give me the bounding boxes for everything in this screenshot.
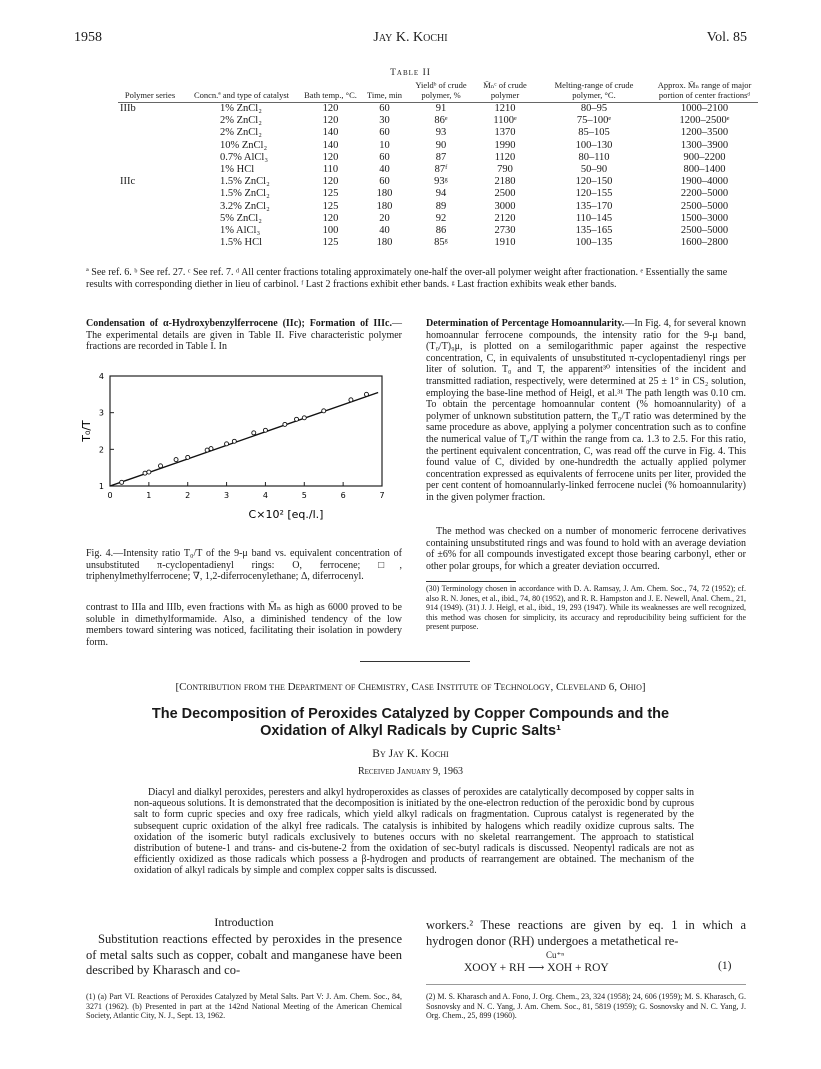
table-cell: 1.5% ZnCl₂ [220, 176, 270, 188]
table-cell: 93ᵍ [434, 176, 448, 188]
table-row [118, 225, 758, 237]
y-tick-label: 1 [98, 482, 104, 491]
data-point [295, 417, 299, 421]
data-table [118, 80, 758, 249]
section-heading: Condensation of α-Hydroxybenzylferrocene (IIc); Formation of IIIc. [86, 318, 392, 329]
table-cell: 120–150 [575, 176, 613, 188]
table-cell: 1100ᵉ [493, 115, 517, 127]
table-cell: 60 [379, 151, 390, 163]
table-cell: 1200–3500 [680, 127, 729, 139]
table-cell: 1300–3900 [680, 139, 729, 151]
table-cell: 40 [379, 225, 390, 237]
data-point [225, 442, 229, 446]
table-cell: 120–155 [575, 188, 613, 200]
table-cell: 100–130 [575, 139, 613, 151]
table-cell [118, 213, 182, 225]
data-point [174, 458, 178, 462]
equation-1 [464, 960, 609, 974]
table-cell: 0.7% AlCl₃ [220, 151, 268, 163]
table-cell [118, 140, 182, 152]
table-cell: 85ᵍ [434, 237, 448, 249]
table-row [118, 237, 758, 249]
table-row [118, 140, 758, 152]
left-paragraph-continued: contrast to IIIa and IIIb, even fractions with M̄ₙ as high as 6000 proved to be soluble in dimethylformamide. Also, a diminished tendency of the low members toward sintering was noticed, facilitating their isolation in powdery form. [86, 602, 402, 648]
right-paragraph-text: —In Fig. 4, for several known homoannular ferrocene compounds, the intensity ratio for the 9-μ band, (T₀/T)₉μ, is plotted on a semilogarithmic paper against the respective concentration, C, in equivalents of unsubstituted π-cyclopentadienyl rings per liter of solution. T₀ and T, the apparent³⁰ intensities of the incident and transmitted radiation, respectively, were determined at 25 ± 1° in CS₂ solution, employing the base-line method of Heigl, et al.³¹ The path length was 0.10 cm. To obtain the percentage homoannular content (% homoannularity) of a polymer of unknown substitution pattern, the T₀/T ratio was determined by the same procedure as above, applying a polymer concentration such as to confine the numerical value of T₀/T within the range from ca. 1.3 to 2.5. For this ratio, the pertinent equivalent concentration, C, was read off the curve in Fig. 4. This found value of C, divided by one-hundredth the actually applied polymer concentration expressed as equivalents of ferrocene units per liter, provided the per cent content of homoannularly-linked ferrocene nuclei (% homoannularity) in the given polymer fraction. [426, 318, 746, 503]
table-cell [118, 225, 182, 237]
table-cell: 80–95 [580, 103, 608, 114]
table-header: Melting-range of crude polymer, °C. [554, 80, 634, 100]
table-header: Approx. M̄ₙ range of major portion of center fractionsᵈ [657, 80, 752, 100]
table-cell: 800–1400 [683, 164, 726, 176]
equation-right: XOH + ROY [547, 962, 609, 974]
table-row [118, 164, 758, 176]
table-header: Bath temp., °C. [304, 90, 357, 100]
footnote-2: (2) M. S. Kharasch and A. Fono, J. Org. Chem., 23, 324 (1958); 24, 606 (1959); M. S. Kharasch, G. Sosnovsky and N. C. Yang, J. Am. Chem. Soc., 81, 5819 (1959); G. Sosnovsky and N. C. Yang, J. Org. Chem., 25, 899 (1960). [426, 992, 746, 1021]
table-cell: 1120 [494, 151, 516, 163]
table-cell: 120 [322, 115, 339, 127]
table-cell: 5% ZnCl₂ [220, 212, 262, 224]
x-tick-label: 0 [107, 491, 113, 500]
table-cell: IIIb [120, 103, 136, 114]
table-cell: 2500 [494, 188, 516, 200]
x-tick-label: 3 [224, 491, 230, 500]
table-cell: 1.5% ZnCl₂ [220, 188, 270, 200]
table-cell: 2730 [494, 225, 516, 237]
table-cell: 86 [435, 225, 447, 237]
table-header: Concn.ª and type of catalyst [193, 90, 290, 100]
article-title: The Decomposition of Peroxides Catalyzed by Copper Compounds and the Oxidation of Alkyl Radicals by Cupric Salts¹ [151, 706, 670, 739]
equation-number: (1) [718, 960, 732, 972]
table-cell: 1.5% HCl [220, 237, 262, 249]
data-point [252, 431, 256, 435]
table-cell: 1% ZnCl₂ [220, 103, 262, 114]
table-cell: 1% AlCl₃ [220, 225, 261, 237]
table-cell: 20 [379, 212, 390, 224]
contribution-line: [Contribution from the Department of Chemistry, Case Institute of Technology, Cleveland 6, Ohio] [175, 681, 646, 693]
table-cell: IIIc [120, 176, 136, 188]
table-cell: 2200–5000 [680, 188, 729, 200]
table-cell: 75–100ᵉ [576, 115, 612, 127]
table-cell: 900–2200 [683, 151, 726, 163]
table-cell: 1% HCl [220, 164, 255, 176]
table-row [118, 127, 758, 139]
running-author: Jay K. Kochi [373, 30, 448, 45]
volume-label: Vol. 85 [706, 30, 747, 45]
table-cell: 86ᵉ [434, 115, 448, 127]
figure-caption: Fig. 4.—Intensity ratio T₀/T of the 9-μ band vs. equivalent concentration of unsubstituted π-cyclopentadienyl rings: O, ferrocene; □, triphenylmethylferrocene; ∇, 1,2-diferrocenylethane; Δ, diferrocenyl. [86, 548, 402, 583]
table-cell: 1900–4000 [680, 176, 729, 188]
table-cell: 91 [435, 103, 447, 114]
table-cell: 87ᶠ [434, 164, 448, 176]
table-cell: 60 [379, 103, 390, 114]
table-cell: 135–165 [575, 225, 613, 237]
table-cell: 1210 [494, 103, 516, 114]
table-cell: 3000 [494, 200, 516, 212]
data-point [205, 448, 209, 452]
equation-left: XOOY + RH [464, 962, 526, 974]
table-cell: 2500–5000 [680, 225, 729, 237]
equation-catalyst: Cu⁺ⁿ [546, 950, 565, 960]
x-tick-label: 7 [379, 491, 385, 500]
table-row [118, 213, 758, 225]
table-cell: 110 [322, 164, 339, 176]
data-point [349, 398, 353, 402]
table-cell: 790 [497, 164, 513, 176]
byline: By Jay K. Kochi [372, 748, 449, 760]
table-footnotes: ª See ref. 6. ᵇ See ref. 27. ᶜ See ref. 7. ᵈ All center fractions totaling approximately one-half the over-all polymer weight after fractionation. ᵉ Essentially the same results with corresponding diether in lieu of carbinol. ᶠ Last 2 fractions exhibit ether bands. ᵍ Last fraction exhibits weak ether bands. [86, 267, 728, 290]
table-header-row [118, 80, 758, 103]
table-cell [118, 127, 182, 139]
table-row [118, 152, 758, 164]
table-cell: 2180 [494, 176, 516, 188]
figure-4-chart [82, 368, 402, 548]
table-cell: 10% ZnCl₂ [220, 139, 268, 151]
table-cell: 93 [435, 127, 447, 139]
table-cell: 60 [379, 127, 390, 139]
table-cell: 140 [322, 139, 339, 151]
data-point [232, 439, 236, 443]
data-point [209, 447, 213, 451]
table-cell [118, 152, 182, 164]
table-row [118, 176, 758, 188]
right-paragraph-2: The method was checked on a number of monomeric ferrocene derivatives containing unsubstituted rings and was found to hold with an average deviation of ±6% for all compounds investigated except those bearing carbonyl, ether or other polar groups, for which a greater deviation occurred. [426, 526, 746, 572]
table-cell: 1370 [494, 127, 516, 139]
table-cell: 50–90 [580, 164, 608, 176]
data-point [159, 464, 163, 468]
table-cell: 87 [435, 151, 447, 163]
data-point [143, 471, 147, 475]
table-row [118, 188, 758, 200]
data-point [186, 455, 190, 459]
table-cell: 1500–3000 [680, 212, 729, 224]
y-tick-label: 3 [98, 408, 104, 418]
table-cell: 180 [376, 188, 393, 200]
table-cell: 1200–2500ᵉ [679, 115, 730, 127]
table-cell: 120 [322, 151, 339, 163]
data-point [322, 409, 326, 413]
table-cell: 1600–2800 [680, 237, 729, 249]
x-tick-label: 6 [340, 491, 346, 500]
right-intro-paragraph: workers.² These reactions are given by eq. 1 in which a hydrogen donor (RH) undergoes a metathetical re- [426, 918, 746, 948]
section-heading: Determination of Percentage Homoannularity. [426, 318, 625, 329]
x-tick-label: 5 [301, 491, 307, 500]
y-tick-label: 4 [98, 372, 104, 381]
table-cell: 1000–2100 [680, 103, 729, 114]
intro-paragraph: Substitution reactions effected by peroxides in the presence of metal salts such as copper, cobalt and manganese have been described by Kharasch and co- [86, 932, 402, 977]
table-cell: 110–145 [575, 212, 613, 224]
table-cell: 30 [379, 115, 390, 127]
data-point [120, 480, 124, 484]
data-point [263, 428, 267, 432]
plot-frame [110, 376, 382, 486]
table-cell: 2% ZnCl₂ [220, 127, 262, 139]
x-tick-label: 1 [146, 491, 152, 500]
table-row [118, 201, 758, 213]
data-point [283, 422, 287, 426]
table-cell [118, 237, 182, 249]
table-cell [118, 201, 182, 213]
table-cell: 89 [435, 200, 447, 212]
table-cell: 125 [322, 200, 339, 212]
table-row [118, 115, 758, 127]
table-cell: 2% ZnCl₂ [220, 115, 262, 127]
right-paragraph [426, 318, 746, 504]
intro-heading: Introduction [214, 915, 274, 929]
footnote-1: (1) (a) Part VI. Reactions of Peroxides Catalyzed by Metal Salts. Part V: J. Am. Chem. Soc., 84, 3271 (1962). (b) Presented in part at the 142nd National Meeting of the American Chemical Society, Atlantic City, N. J., Sept. 13, 1962. [86, 992, 402, 1021]
table-cell: 90 [435, 139, 447, 151]
table-title: Table II [390, 68, 431, 78]
table-cell: 135–170 [575, 200, 613, 212]
table-cell: 2500–5000 [680, 200, 729, 212]
table-cell: 40 [379, 164, 390, 176]
abstract: Diacyl and dialkyl peroxides, peresters and alkyl hydroperoxides as classes of peroxides are catalytically decomposed by copper salts in non-aqueous solutions. It is demonstrated that the decomposition is initiated by the one-electron reduction of the peroxidic bond by cuprous salt to form cupric species and oxy free radicals, which yield alkyl radicals on fragmentation. Cuprous catalyst is regenerated by the subsequent cupric oxidation of the alkyl free radicals. The catalysis is inhibited by halogens which readily oxidize cuprous salts. The oxidation of the isomeric butyl radicals exclusively to butenes occurs with no skeletal rearrangement. The approach to statistical distribution of butene-1 and trans- and cis-butene-2 from the oxidation of sec-butyl radicals is discussed. Neopentyl radicals are not as efficiently oxidized as those radicals which possess a β-hydrogen and products of rearrangement are obtained. The mechanism of the oxidation of alkyl radicals by simple and complex copper salts is discussed. [134, 787, 694, 877]
data-point [364, 392, 368, 396]
table-cell: 140 [322, 127, 339, 139]
table-cell [118, 115, 182, 127]
table-cell [118, 188, 182, 200]
chart-plot-area [80, 372, 385, 521]
table-cell: 60 [379, 176, 390, 188]
x-tick-label: 4 [262, 491, 268, 500]
left-paragraph [86, 318, 402, 353]
table-header: Time, min [366, 90, 403, 100]
table-cell: 125 [322, 237, 339, 249]
equation-rule [426, 984, 746, 985]
equation-arrow: ⟶ [527, 962, 545, 974]
table-header: Yieldᵇ of crude polymer, % [415, 80, 467, 100]
left-paragraph-text: —The experimental details are given in Table II. Five characteristic polymer fractions are recorded in Table I. In [86, 318, 402, 353]
table-cell: 3.2% ZnCl₂ [220, 200, 270, 212]
received-date: Received January 9, 1963 [357, 766, 464, 777]
page-number: 1958 [74, 30, 102, 45]
table-cell: 120 [322, 212, 339, 224]
table-cell: 180 [376, 237, 393, 249]
table-cell: 94 [435, 188, 447, 200]
table-header: Polymer series [124, 90, 176, 100]
table-cell: 120 [322, 103, 339, 114]
table-cell: 10 [379, 139, 390, 151]
table-cell: 180 [376, 200, 393, 212]
table-cell: 125 [322, 188, 339, 200]
table-cell: 2120 [494, 212, 516, 224]
table-cell: 1910 [494, 237, 516, 249]
table-cell: 100 [322, 225, 339, 237]
table-cell: 85–105 [578, 127, 610, 139]
table-cell: 92 [435, 212, 447, 224]
x-axis-label: C×10² [eq./l.] [248, 508, 324, 521]
table-cell [118, 164, 182, 176]
y-axis-label: T₀/T [80, 420, 93, 442]
x-tick-label: 2 [185, 491, 191, 500]
data-point [147, 470, 151, 474]
table-header: M̄ₙᶜ of crude polymer [483, 80, 527, 100]
section-divider [360, 661, 470, 662]
table-row [118, 103, 758, 116]
footnote-rule [426, 581, 516, 582]
footnotes-30-31: (30) Terminology chosen in accordance with D. A. Ramsay, J. Am. Chem. Soc., 74, 72 (1952); cf. also R. N. Jones, et al., ibid., 74, 80 (1952), and R. R. Hampston and J. E. Newell, Anal. Chem., 21, 914 (1949). (31) J. J. Heigl, et al., ibid., 19, 293 (1947). While its weaknesses are well recognized, this method was chosen for simplicity, its accuracy and reproducibility being sufficient for the present purpose. [426, 584, 746, 632]
table-cell: 80–110 [578, 151, 610, 163]
table-cell: 1990 [494, 139, 516, 151]
y-tick-label: 2 [98, 445, 104, 455]
data-point [302, 416, 306, 420]
table-cell: 100–135 [575, 237, 613, 249]
table-cell: 120 [322, 176, 339, 188]
